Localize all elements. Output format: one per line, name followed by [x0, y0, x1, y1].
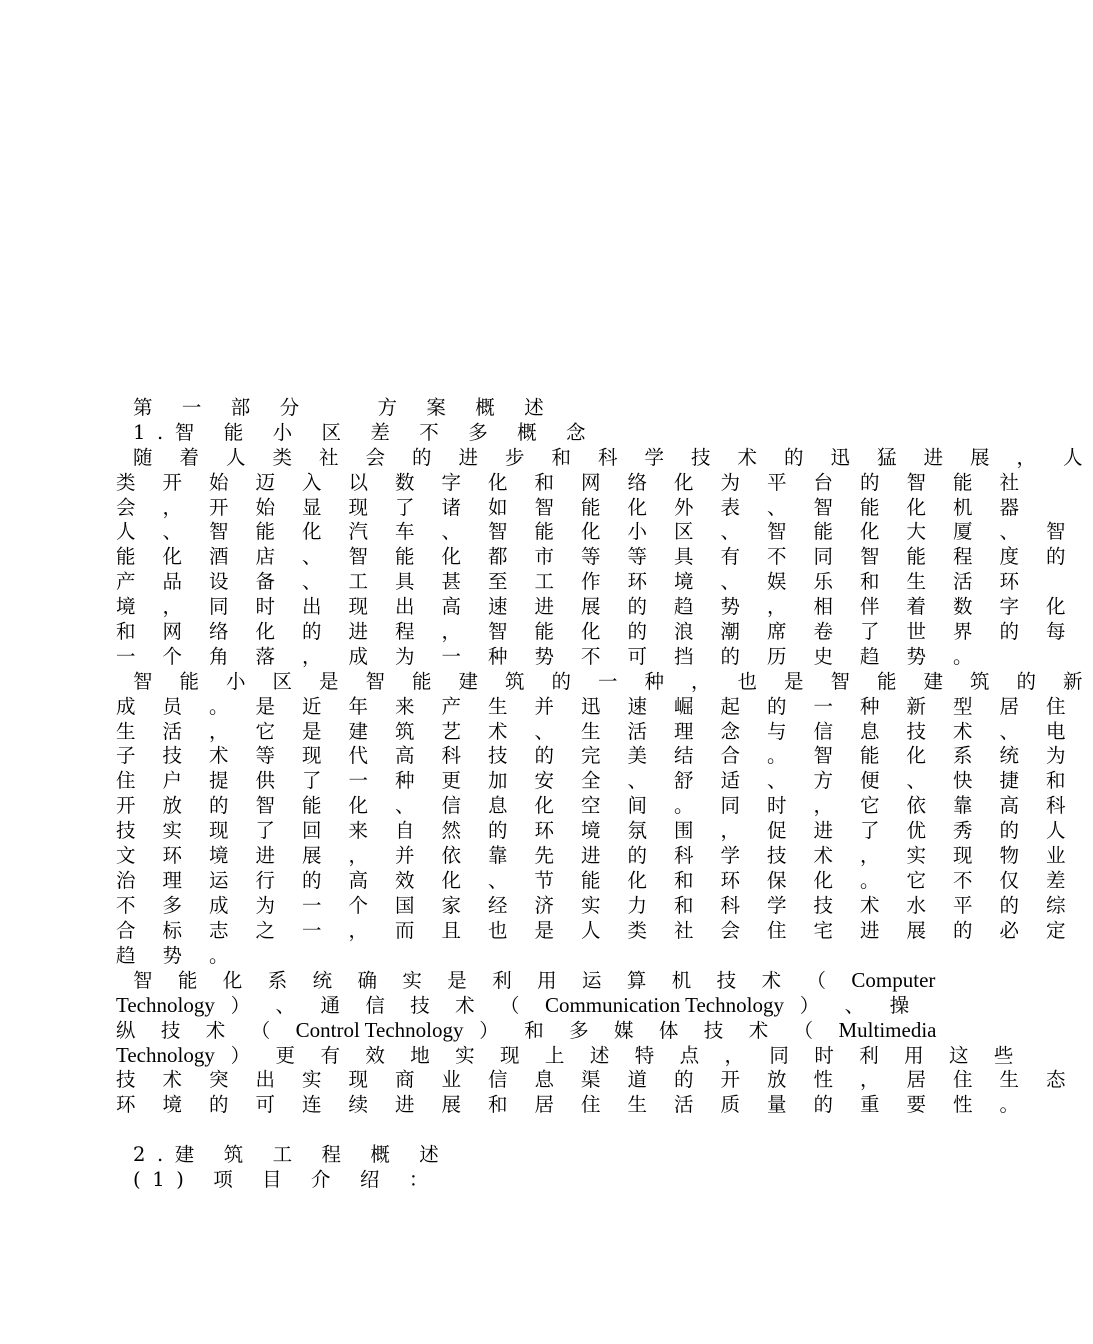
text-line: 趋 势 。	[116, 943, 239, 967]
text-line: 不 多 成 为 一 个 国 家 经 济 实 力 和 科 学 技 术 水 平 的 综	[116, 893, 1076, 917]
english-term: Technology	[116, 993, 215, 1018]
spacer	[116, 1118, 826, 1143]
section-heading: 1.智 能 小 区 差 不 多 概 念	[133, 420, 598, 444]
text-line: 合 标 志 之 一 ， 而 且 也 是 人 类 社 会 住 宅 进 展 的 必 定	[116, 918, 1076, 942]
english-term: Technology	[116, 1043, 215, 1068]
text-line: 技 术 突 出 实 现 商 业 信 息 渠 道 的 开 放 性 ， 居 住 生 态	[116, 1068, 1076, 1092]
english-term: Communication Technology	[544, 993, 784, 1018]
text-line	[116, 968, 936, 993]
text-line: 智 能 小 区 是 智 能 建 筑 的 一 种 ， 也 是 智 能 建 筑 的 新	[133, 669, 1093, 693]
paragraph-1	[116, 445, 1093, 670]
part-heading: 第 一 部 分 方 案 概 述	[133, 396, 556, 419]
text-line: 文 环 境 进 展 ， 并 依 靠 先 进 的 科 学 技 术 ， 实 现 物 业	[116, 844, 1076, 868]
text-run: ） 和 多 媒 体 技 术 （	[463, 1019, 839, 1043]
text-line: 随 着 人 类 社 会 的 进 步 和 科 学 技 术 的 迅 猛 进 展 ， 人	[133, 445, 1093, 469]
text-run: ） 、 通 信 技 术 （	[214, 994, 545, 1018]
text-line: 人 、 智 能 化 汽 车 、 智 能 化 小 区 、 智 能 化 大 厦 、 智	[116, 520, 1076, 544]
text-line: 一 个 角 落 ， 成 为 一 种 势 不 可 挡 的 历 史 趋 势 。	[116, 644, 983, 668]
text-line: 能 化 酒 店 、 智 能 化 都 市 等 等 具 有 不 同 智 能 程 度 的	[116, 545, 1076, 569]
text-line: 子 技 术 等 现 代 高 科 技 的 完 美 结 合 。 智 能 化 系 统 为	[116, 744, 1076, 768]
text-run: 智 能 化 系 统 确 实 是 利 用 运 算 机 技 术 （	[133, 969, 852, 993]
paragraph-2	[116, 669, 1093, 969]
text-line: 治 理 运 行 的 高 效 化 、 节 能 化 和 环 保 化 。 它 不 仅 差	[116, 868, 1076, 892]
text-line	[116, 1018, 937, 1043]
text-line	[116, 993, 919, 1018]
subsection-heading: (1) 项 目 介 绍 ：	[133, 1167, 440, 1191]
text-line: 环 境 的 可 连 续 进 展 和 居 住 生 活 质 量 的 重 要 性 。	[116, 1092, 1030, 1116]
paragraph-3	[116, 968, 1076, 1117]
text-run: ） 更 有 效 地 实 现 上 述 特 点 ， 同 时 利 用 这 些	[214, 1044, 1024, 1068]
text-run: ） 、 操	[783, 994, 919, 1018]
text-line: 和 网 络 化 的 进 程 ， 智 能 化 的 浪 潮 席 卷 了 世 界 的 每	[116, 620, 1076, 644]
document-body	[116, 396, 1093, 1193]
text-line: 产 品 设 备 、 工 具 甚 至 工 作 环 境 、 娱 乐 和 生 活 环	[116, 570, 1030, 594]
section-heading: 2.建 筑 工 程 概 述	[133, 1142, 451, 1166]
english-term: Multimedia	[838, 1018, 937, 1043]
text-line	[116, 1043, 1024, 1068]
text-line: 开 放 的 智 能 化 、 信 息 化 空 间 。 同 时 ， 它 依 靠 高 科	[116, 794, 1076, 818]
text-line: 生 活 ， 它 是 建 筑 艺 术 、 生 活 理 念 与 信 息 技 术 、 电	[116, 719, 1076, 743]
text-line: 境 ， 同 时 出 现 出 高 速 进 展 的 趋 势 ， 相 伴 着 数 字 化	[116, 595, 1076, 619]
text-line: 住 户 提 供 了 一 种 更 加 安 全 、 舒 适 、 方 便 、 快 捷 和	[116, 769, 1076, 793]
text-run: 纵 技 术 （	[116, 1019, 296, 1043]
text-line: 会 ， 开 始 显 现 了 诸 如 智 能 化 外 表 、 智 能 化 机 器	[116, 495, 1030, 519]
english-term: Control Technology	[295, 1018, 464, 1043]
text-line: 成 员 。 是 近 年 来 产 生 并 迅 速 崛 起 的 一 种 新 型 居 住	[116, 694, 1076, 718]
text-line: 技 实 现 了 回 来 自 然 的 环 境 氛 围 ， 促 进 了 优 秀 的 人	[116, 819, 1076, 843]
english-term: Computer	[851, 968, 936, 993]
text-line: 类 开 始 迈 入 以 数 字 化 和 网 络 化 为 平 台 的 智 能 社	[116, 470, 1030, 494]
